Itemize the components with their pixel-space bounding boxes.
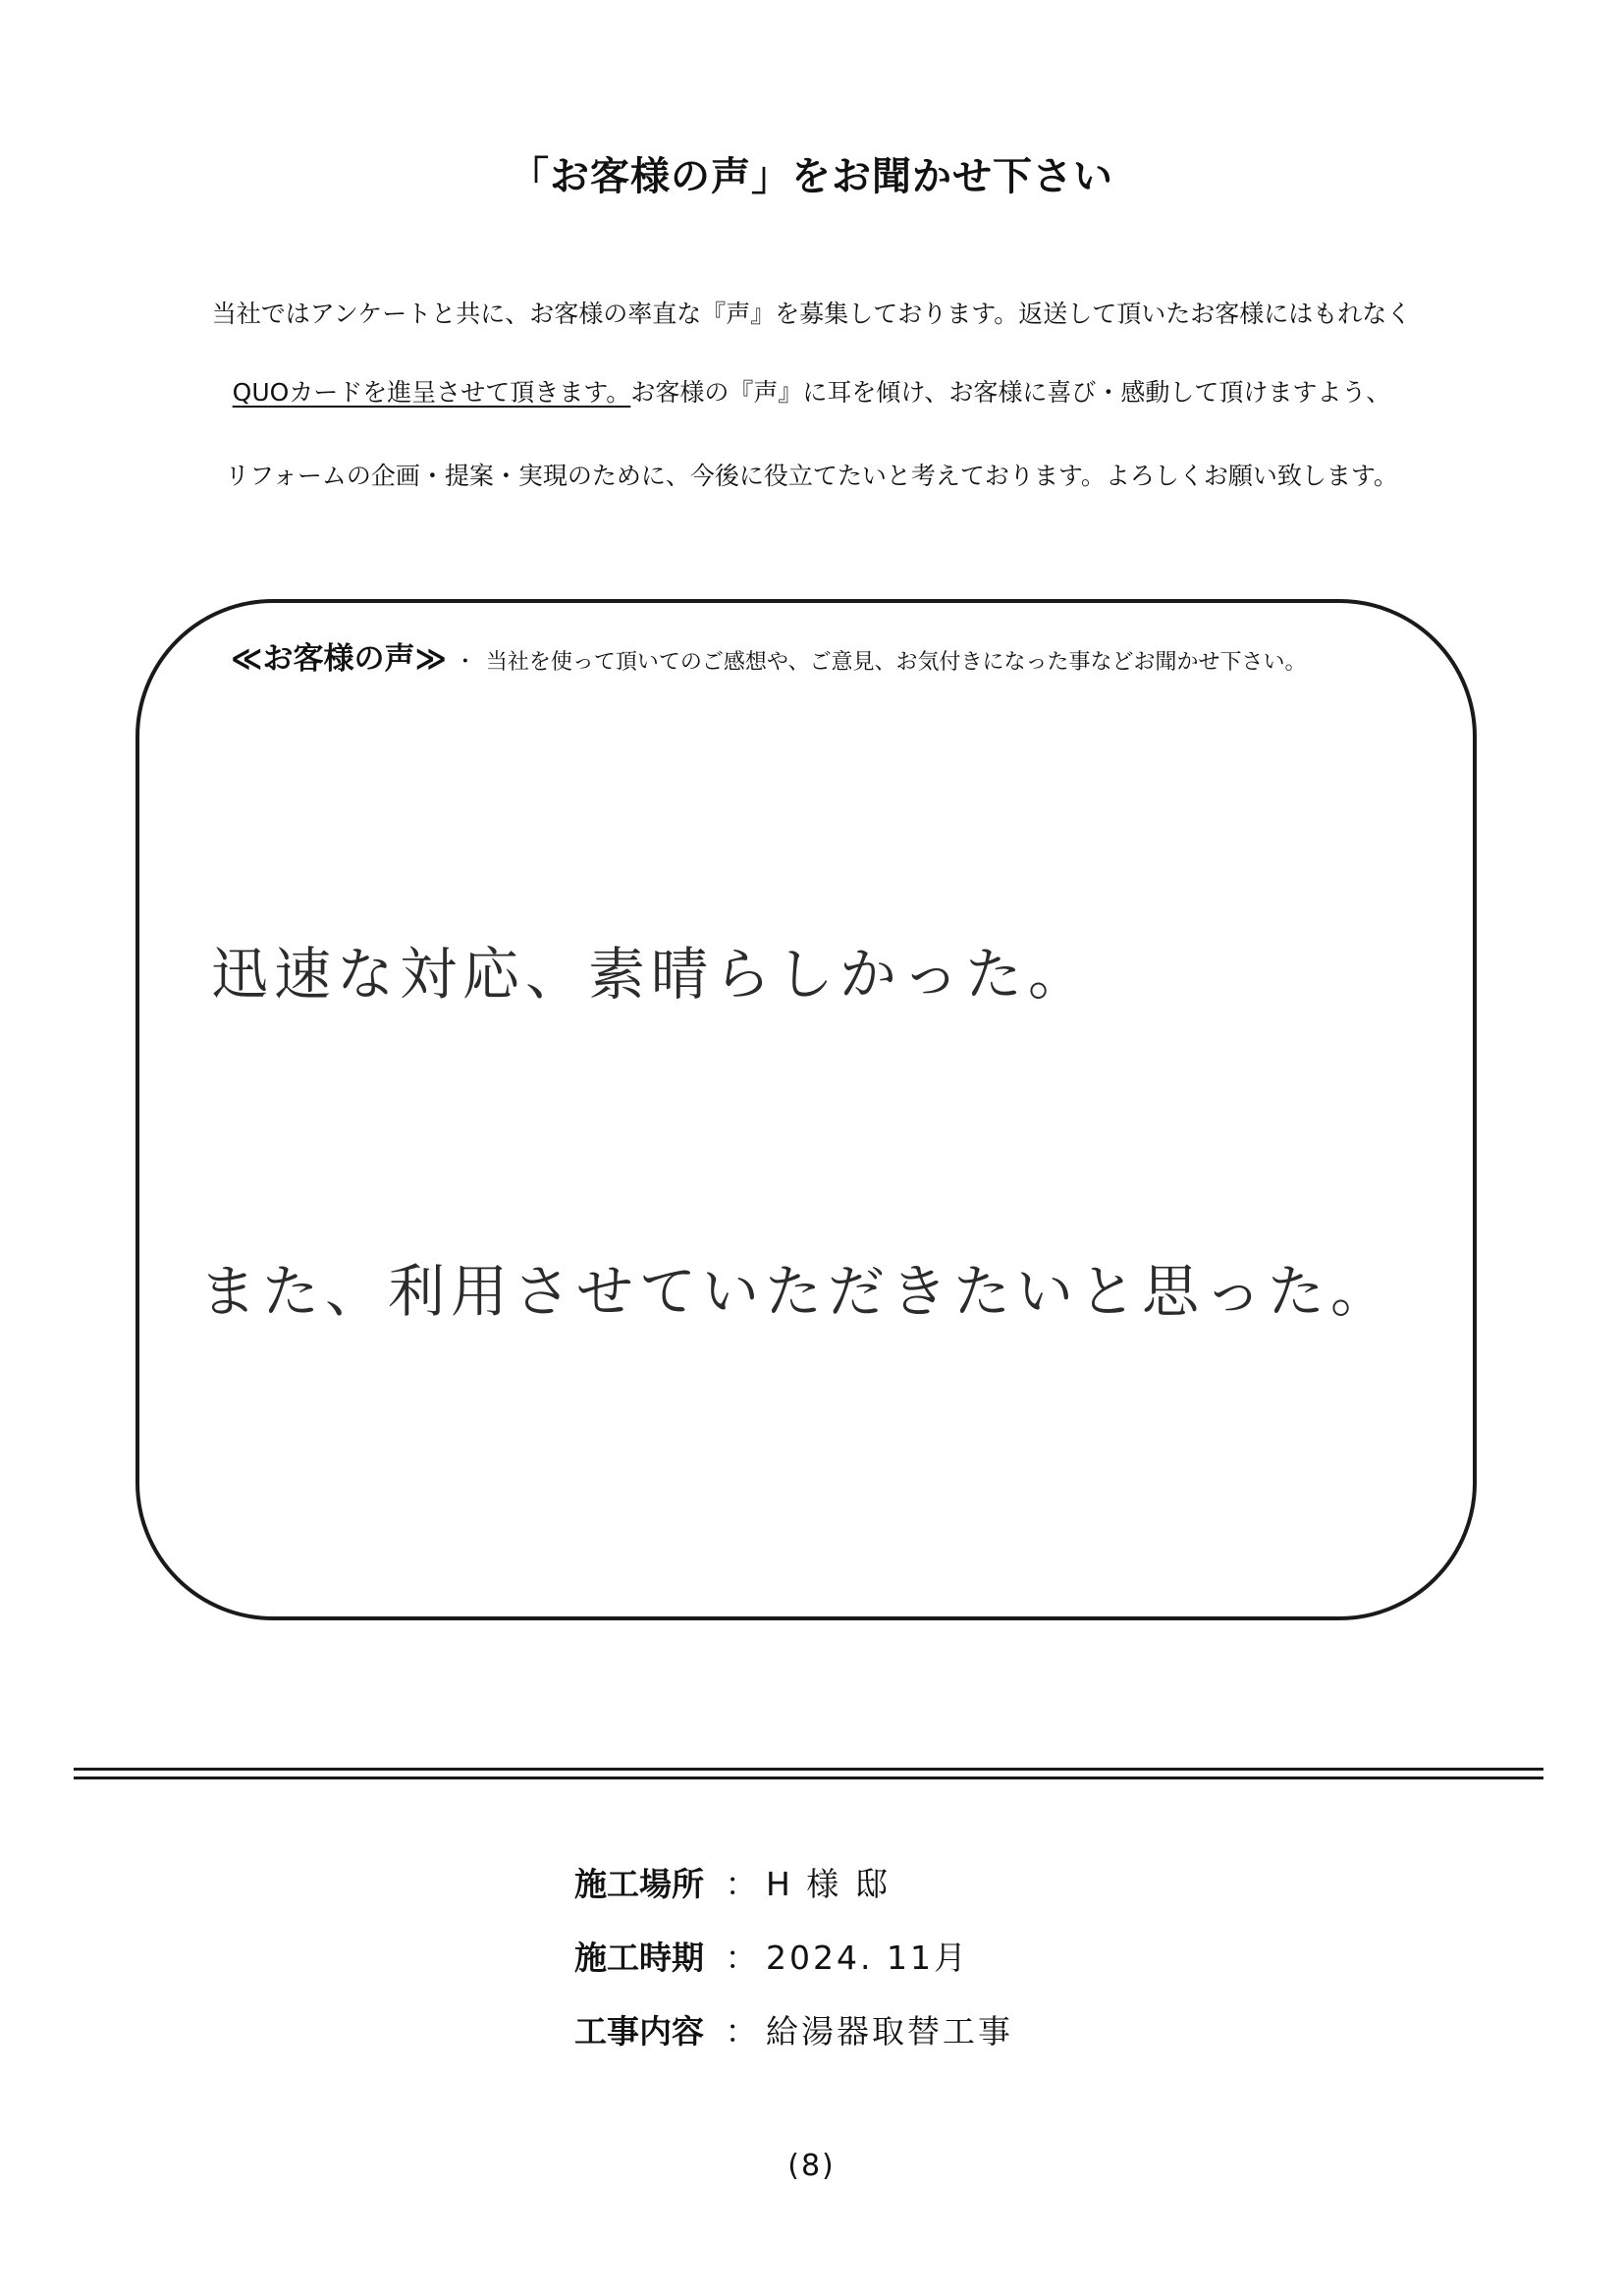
period-label: 施工時期 xyxy=(574,1939,704,1977)
location-value: H 様 邸 xyxy=(766,1865,891,1903)
intro-line-2-rest: お客様の『声』に耳を傾け、お客様に喜び・感動して頂けますよう、 xyxy=(630,378,1391,407)
voice-box-label: ≪お客様の声≫ xyxy=(231,641,447,677)
voice-box-instruction: 当社を使って頂いてのご感想や、ご意見、お気付きになった事などお聞かせ下さい。 xyxy=(485,650,1307,675)
content-value: 給湯器取替工事 xyxy=(766,2012,1013,2050)
page-number: (8) xyxy=(787,2149,836,2183)
divider-line-top xyxy=(74,1768,1543,1771)
content-separator: ： xyxy=(725,2012,758,2050)
info-row-period xyxy=(574,1933,1013,2006)
info-row-content xyxy=(574,2006,1013,2080)
intro-line-2 xyxy=(0,373,1623,409)
voice-box-header xyxy=(231,633,1307,678)
divider-line-bottom xyxy=(74,1777,1543,1779)
customer-voice-box xyxy=(135,599,1477,1620)
location-separator: ： xyxy=(725,1865,758,1903)
project-info xyxy=(574,1859,1013,2080)
customer-comment-line-2: また、利用させていただきたいと思った。 xyxy=(199,1258,1394,1325)
period-value: 2024. 11月 xyxy=(766,1939,969,1977)
customer-comment-line-1: 迅速な対応、素晴らしかった。 xyxy=(211,941,1092,1008)
content-label: 工事内容 xyxy=(574,2012,704,2050)
period-separator: ： xyxy=(725,1939,758,1977)
page-title: 「お客様の声」をお聞かせ下さい xyxy=(510,154,1113,199)
info-row-location xyxy=(574,1859,1013,1933)
location-label: 施工場所 xyxy=(574,1865,704,1903)
intro-line-1: 当社ではアンケートと共に、お客様の率直な『声』を募集しております。返送して頂いたお客様にはもれなく xyxy=(211,300,1412,328)
voice-box-bullet: ・ xyxy=(454,650,476,675)
quo-card-notice: QUOカードを進呈させて頂きます。 xyxy=(232,378,631,407)
intro-line-3: リフォームの企画・提案・実現のために、今後に役立てたいと考えております。よろしくお願い致します。 xyxy=(225,462,1398,490)
